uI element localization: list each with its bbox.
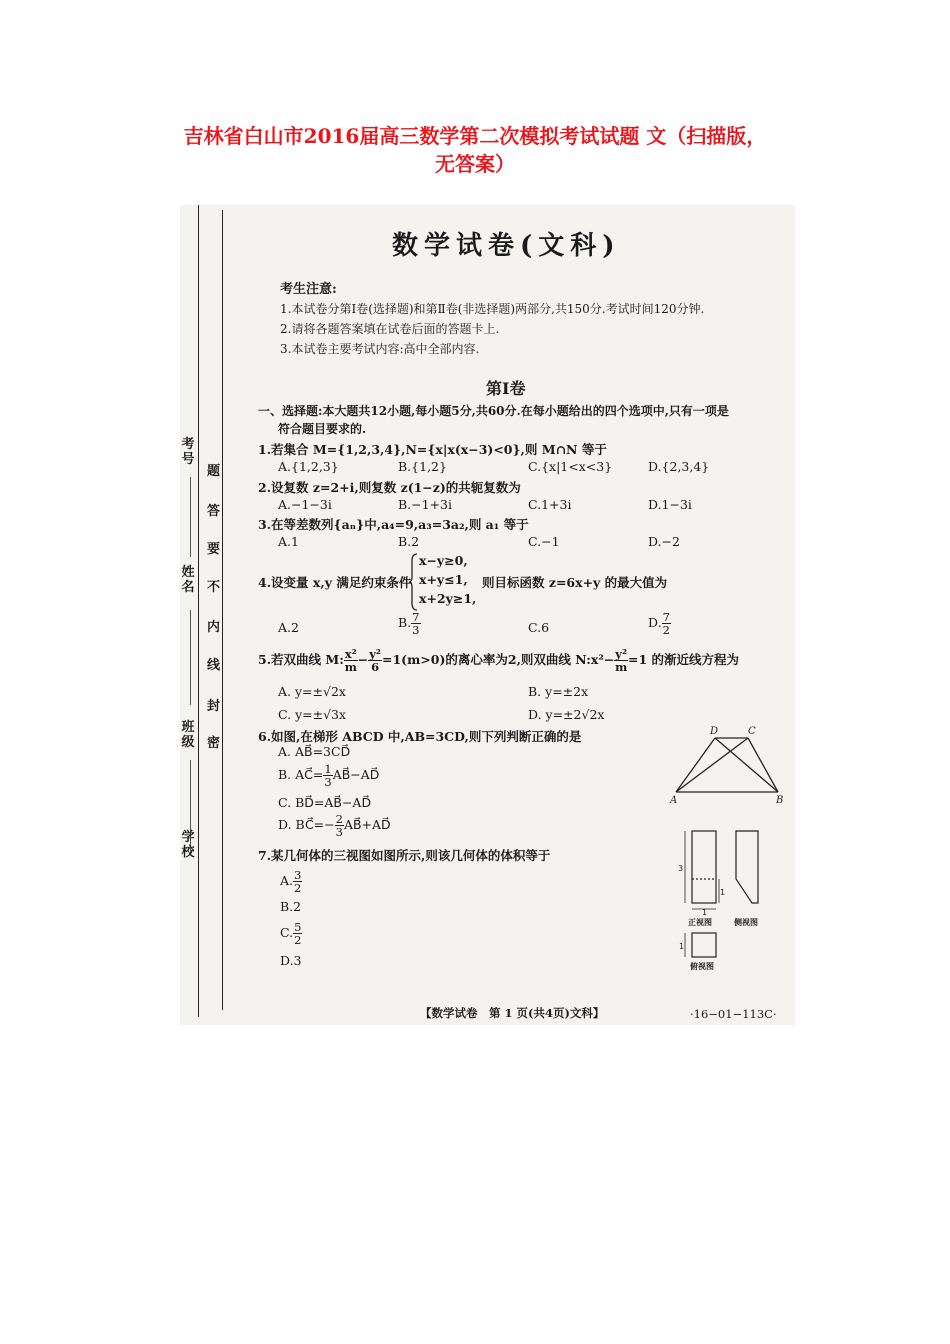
notice-item: 2.请将各题答案填在试卷后面的答题卡上. bbox=[280, 322, 500, 336]
document-title-line1: 吉林省白山市2016届高三数学第二次模拟考试试题 文（扫描版， bbox=[183, 124, 767, 148]
question-2-option-a: A.−1−3i bbox=[278, 497, 332, 512]
seal-char: 线 bbox=[207, 658, 221, 673]
top-view-label: 俯视图 bbox=[690, 962, 714, 971]
constraint-1: x−y≥0, bbox=[419, 553, 468, 568]
seal-char: 题 bbox=[207, 464, 221, 479]
dim-height-1: 1 bbox=[720, 888, 726, 897]
question-3-stem: 3.在等差数列{aₙ}中,a₄=9,a₃=3a₂,则 a₁ 等于 bbox=[258, 517, 529, 532]
section-instruction-cont: 符合题目要求的. bbox=[278, 422, 367, 436]
class-label: 班级 bbox=[181, 720, 195, 750]
question-2-stem: 2.设复数 z=2+i,则复数 z(1−z)的共轭复数为 bbox=[258, 480, 521, 495]
name-line bbox=[190, 610, 191, 705]
constraint-system bbox=[419, 551, 476, 608]
question-1-option-a: A.{1,2,3} bbox=[278, 459, 339, 474]
fraction: $\frac{\text{x²}}{m}$ bbox=[344, 647, 357, 674]
fraction: $\frac{1}{3}$ bbox=[324, 762, 332, 789]
question-1-stem: 1.若集合 M={1,2,3,4},N={x|x(x−3)<0},则 M∩N 等于 bbox=[258, 442, 607, 457]
part-title: 第Ⅰ卷 bbox=[486, 379, 526, 398]
document-title bbox=[0, 122, 950, 178]
dim-height-3: 3 bbox=[678, 864, 684, 873]
seal-char: 答 bbox=[207, 504, 221, 519]
notice-title: 考生注意: bbox=[280, 282, 337, 297]
question-7-stem: 7.某几何体的三视图如图所示,则该几何体的体积等于 bbox=[258, 848, 551, 863]
question-6-option-c: C. BD⃗=AB⃗−AD⃗ bbox=[278, 795, 372, 810]
question-4-option-d bbox=[648, 611, 671, 636]
page-code: ·16−01−113C· bbox=[690, 1007, 777, 1021]
question-7-option-c: C. $\frac{5}{2}$ bbox=[280, 920, 302, 947]
question-2-option-d: D.1−3i bbox=[648, 497, 692, 512]
question-6-option-b: B. AC⃗= $\frac{1}{3}$ AB⃗−AD⃗ bbox=[278, 762, 380, 789]
trapezoid-figure bbox=[668, 723, 788, 805]
question-5-option-a: A. y=±√2x bbox=[278, 684, 346, 699]
question-1-option-b: B.{1,2} bbox=[398, 459, 447, 474]
question-3-option-d: D.−2 bbox=[648, 534, 680, 549]
constraint-3: x+2y≥1, bbox=[419, 591, 477, 606]
question-5-option-b: B. y=±2x bbox=[528, 684, 589, 699]
seal-char: 封 bbox=[207, 699, 221, 714]
question-4-stem-cont: 则目标函数 z=6x+y 的最大值为 bbox=[482, 575, 668, 590]
seal-char: 不 bbox=[207, 580, 221, 595]
name-label: 姓名 bbox=[181, 565, 195, 595]
question-5-option-d: D. y=±2√2x bbox=[528, 707, 605, 722]
seal-char: 要 bbox=[207, 542, 221, 557]
question-4-stem: 4.设变量 x,y 满足约束条件 bbox=[258, 575, 412, 590]
notice-item: 3.本试卷主要考试内容:高中全部内容. bbox=[280, 342, 480, 356]
fraction: $\frac{3}{2}$ bbox=[294, 868, 302, 895]
constraint-brace-icon bbox=[408, 553, 418, 611]
fraction: $\frac{\text{y²}}{6}$ bbox=[369, 647, 381, 674]
dim-width-1: 1 bbox=[702, 908, 708, 917]
question-6-stem: 6.如图,在梯形 ABCD 中,AB=3CD,则下列判断正确的是 bbox=[258, 729, 582, 744]
binding-line-right bbox=[222, 210, 223, 1010]
question-2-option-c: C.1+3i bbox=[528, 497, 572, 512]
fraction: $\frac{5}{2}$ bbox=[294, 920, 302, 947]
question-1-option-d: D.{2,3,4} bbox=[648, 459, 710, 474]
question-7-option-b: B.2 bbox=[280, 899, 302, 914]
question-7-option-d: D.3 bbox=[280, 953, 302, 968]
question-6-option-d: D. BC⃗=− $\frac{2}{3}$ AB⃗+AD⃗ bbox=[278, 812, 391, 839]
question-6-option-a: A. AB⃗=3CD⃗ bbox=[278, 744, 351, 759]
question-3-option-a: A.1 bbox=[278, 534, 299, 549]
seal-char: 内 bbox=[207, 620, 221, 635]
question-3-option-c: C.−1 bbox=[528, 534, 560, 549]
seal-char: 密 bbox=[207, 736, 221, 751]
question-1-option-c: C.{x|1<x<3} bbox=[528, 459, 613, 474]
option-letter: B. bbox=[398, 615, 412, 630]
exam-title: 数学试卷(文科) bbox=[392, 231, 621, 261]
three-view-figure bbox=[678, 825, 778, 973]
page-footer: 【数学试卷 第 1 页(共4页)文科】 bbox=[420, 1006, 605, 1020]
exam-number-line bbox=[190, 477, 191, 557]
fraction: $\frac{\text{y²}}{m}$ bbox=[615, 647, 628, 674]
question-5-stem: 5.若双曲线 M: $\frac{\text{x²}}{m}$ − $\frac{\text{y²}}{6}$ =1(m>0)的离心率为2,则双曲线 N:x²− $\frac{\text{y²}}{m}$ =1 的渐近线方程为 bbox=[258, 647, 740, 674]
fraction: $\frac{7}{3}$ bbox=[412, 610, 420, 637]
dim-top-1: 1 bbox=[679, 942, 685, 951]
question-7-option-a: A. $\frac{3}{2}$ bbox=[280, 868, 302, 895]
vertex-a: A bbox=[670, 795, 678, 805]
question-4-option-b bbox=[398, 611, 421, 636]
question-3-option-b: B.2 bbox=[398, 534, 420, 549]
question-4-option-a: A.2 bbox=[278, 620, 299, 635]
fraction: $\frac{7}{2}$ bbox=[662, 610, 670, 637]
notice-item: 1.本试卷分第Ⅰ卷(选择题)和第Ⅱ卷(非选择题)两部分,共150分.考试时间120分钟. bbox=[280, 302, 705, 316]
vertex-b: B bbox=[776, 795, 784, 805]
question-2-option-b: B.−1+3i bbox=[398, 497, 453, 512]
exam-number-label: 考号 bbox=[181, 437, 195, 467]
scanned-exam-page bbox=[180, 205, 795, 1025]
side-view-label: 侧视图 bbox=[734, 918, 758, 927]
binding-line-left bbox=[198, 205, 199, 1017]
document-title-line2: 无答案） bbox=[435, 152, 515, 176]
section-instruction: 一、选择题:本大题共12小题,每小题5分,共60分.在每小题给出的四个选项中,只有一项是 bbox=[258, 404, 729, 418]
vertex-d: D bbox=[710, 726, 719, 737]
fraction: $\frac{2}{3}$ bbox=[335, 812, 343, 839]
school-label: 学校 bbox=[181, 830, 195, 860]
front-view-label: 正视图 bbox=[688, 918, 712, 927]
constraint-2: x+y≤1, bbox=[419, 572, 468, 587]
vertex-c: C bbox=[748, 726, 756, 737]
question-4-option-c: C.6 bbox=[528, 620, 550, 635]
option-letter: D. bbox=[648, 615, 662, 630]
question-5-option-c: C. y=±√3x bbox=[278, 707, 347, 722]
